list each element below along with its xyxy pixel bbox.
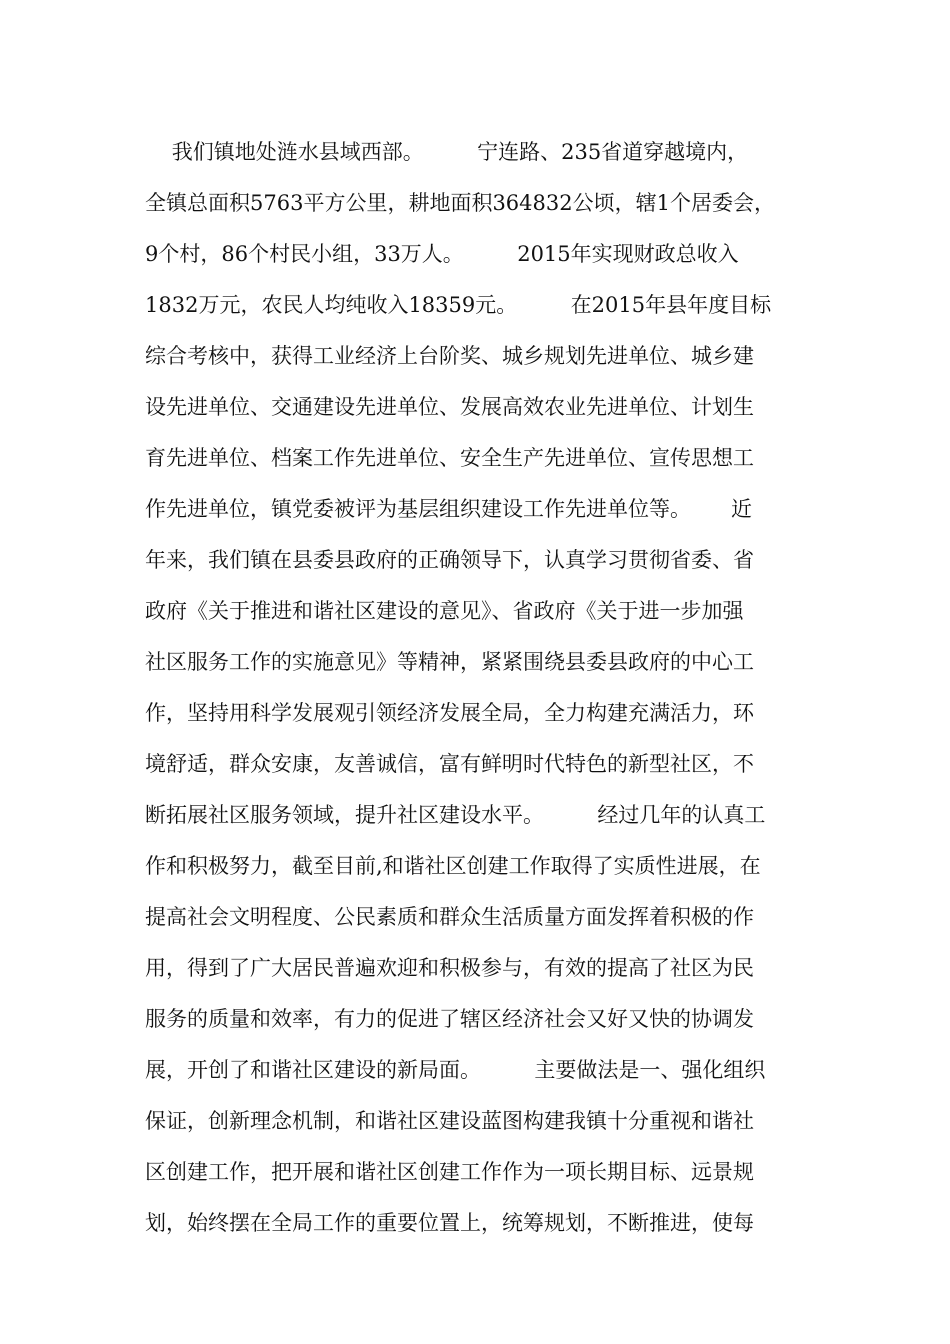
text-line: 作，坚持用科学发展观引领经济发展全局，全力构建充满活力，环 — [145, 701, 754, 725]
text-line: 作和积极努力，截至目前,和谐社区创建工作取得了实质性进展，在 — [145, 854, 761, 878]
body-paragraph — [145, 130, 815, 1252]
text-line: 1832万元，农民人均纯收入18359元。 在2015年县年度目标 — [145, 293, 772, 317]
text-line: 断拓展社区服务领域，提升社区建设水平。 经过几年的认真工 — [145, 803, 766, 827]
text-line: 划，始终摆在全局工作的重要位置上，统筹规划，不断推进，使每 — [145, 1211, 754, 1235]
text-line: 保证，创新理念机制，和谐社区建设蓝图构建我镇十分重视和谐社 — [145, 1109, 754, 1133]
text-line: 用，得到了广大居民普遍欢迎和积极参与，有效的提高了社区为民 — [145, 956, 754, 980]
text-line: 9个村，86个村民小组，33万人。 2015年实现财政总收入 — [145, 242, 739, 266]
text-line: 设先进单位、交通建设先进单位、发展高效农业先进单位、计划生 — [145, 395, 754, 419]
text-line: 全镇总面积5763平方公里，耕地面积364832公顷，辖1个居委会， — [145, 191, 775, 215]
text-line: 服务的质量和效率，有力的促进了辖区经济社会又好又快的协调发 — [145, 1007, 754, 1031]
text-line: 我们镇地处涟水县域西部。 宁连路、235省道穿越境内， — [145, 140, 749, 164]
text-line: 展，开创了和谐社区建设的新局面。 主要做法是一、强化组织 — [145, 1058, 766, 1082]
text-line: 区创建工作，把开展和谐社区创建工作作为一项长期目标、远景规 — [145, 1160, 754, 1184]
text-line: 育先进单位、档案工作先进单位、安全生产先进单位、宣传思想工 — [145, 446, 754, 470]
text-line: 境舒适，群众安康，友善诚信，富有鲜明时代特色的新型社区，不 — [145, 752, 754, 776]
text-line: 年来，我们镇在县委县政府的正确领导下，认真学习贯彻省委、省 — [145, 548, 754, 572]
text-line: 社区服务工作的实施意见》等精神，紧紧围绕县委县政府的中心工 — [145, 650, 754, 674]
text-line: 提高社会文明程度、公民素质和群众生活质量方面发挥着积极的作 — [145, 905, 754, 929]
text-line: 综合考核中，获得工业经济上台阶奖、城乡规划先进单位、城乡建 — [145, 344, 754, 368]
text-line: 政府《关于推进和谐社区建设的意见》、省政府《关于进一步加强 — [145, 599, 744, 623]
text-line: 作先进单位，镇党委被评为基层组织建设工作先进单位等。 近 — [145, 497, 753, 521]
